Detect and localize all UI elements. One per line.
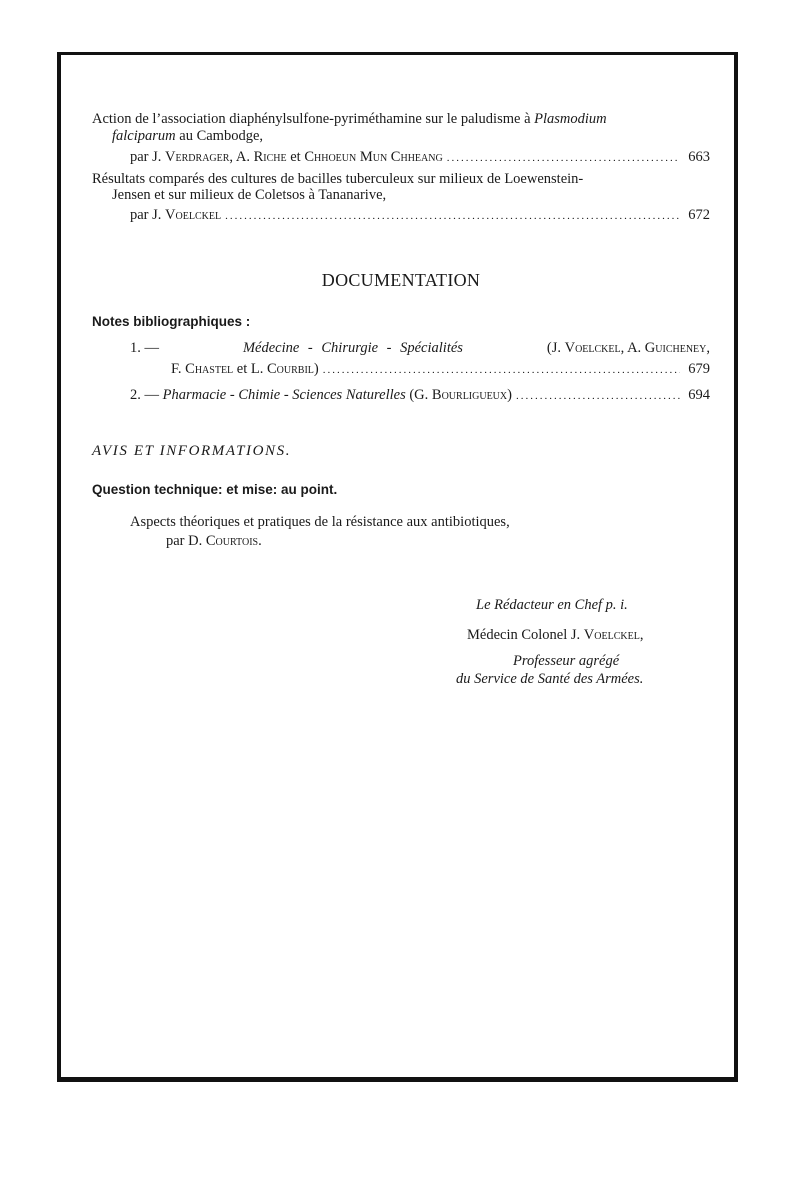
avis-heading: AVIS ET INFORMATIONS. (92, 443, 292, 459)
note-1-page-number: 679 (688, 361, 710, 377)
signature-affiliation: du Service de Santé des Armées. (456, 671, 644, 687)
note-1-authors-b: F. Chastel et L. Courbil) (171, 361, 319, 377)
note-1-number: 1. — (130, 340, 159, 356)
entry-1-species-italic: falciparum (112, 128, 176, 144)
note-2-row (130, 386, 710, 405)
dot-leader (323, 361, 680, 379)
note-1-subject: Médecine - Chirurgie - Spécialités (242, 340, 463, 356)
signature-role: Le Rédacteur en Chef p. i. (476, 597, 628, 613)
entry-1-page-number: 663 (688, 149, 710, 165)
entry-1-title-line-2 (112, 127, 263, 145)
note-1-authors-a: (J. Voelckel, A. Guicheney, (546, 340, 710, 356)
article-title: Aspects théoriques et pratiques de la résistance aux antibiotiques, (130, 514, 510, 530)
note-1-author-row (171, 360, 710, 379)
entry-1-title-end: au Cambodge, (175, 128, 264, 144)
entry-1-title-italic: Plasmodium (534, 111, 607, 127)
entry-1-author-row (130, 148, 710, 167)
note-2-text: 2. — Pharmacie - Chimie - Sciences Naturelles (G. Bourligueux) (130, 387, 512, 403)
question-label: Question technique: et mise: au point. (92, 482, 338, 497)
entry-1-title-text: Action de l’association diaphénylsulfone-pyriméthamine sur le paludisme à (92, 111, 535, 127)
article-author: par D. Courtois. (166, 533, 262, 549)
entry-2-title-line-2: Jensen et sur milieux de Coletsos à Tananarive, (112, 187, 387, 203)
documentation-heading: DOCUMENTATION (321, 270, 481, 290)
entry-1-authors: par J. Verdrager, A. Riche et Chhoeun Mun Chheang (130, 149, 443, 165)
notes-label: Notes bibliographiques : (92, 314, 251, 329)
dot-leader (516, 387, 680, 405)
note-2-page-number: 694 (688, 387, 710, 403)
entry-1-title-line-1 (92, 110, 607, 128)
note-1-line-1 (130, 339, 710, 357)
entry-2-title-line-1: Résultats comparés des cultures de bacilles tuberculeux sur milieux de Loewenstein- (92, 171, 584, 187)
signature-title: Professeur agrégé (513, 653, 620, 669)
dot-leader (225, 207, 680, 225)
entry-2-page-number: 672 (688, 207, 710, 223)
entry-2-author-row (130, 206, 710, 225)
dot-leader (447, 149, 680, 167)
entry-2-authors: par J. Voelckel (130, 207, 222, 223)
signature-name: Médecin Colonel J. Voelckel, (467, 627, 644, 643)
